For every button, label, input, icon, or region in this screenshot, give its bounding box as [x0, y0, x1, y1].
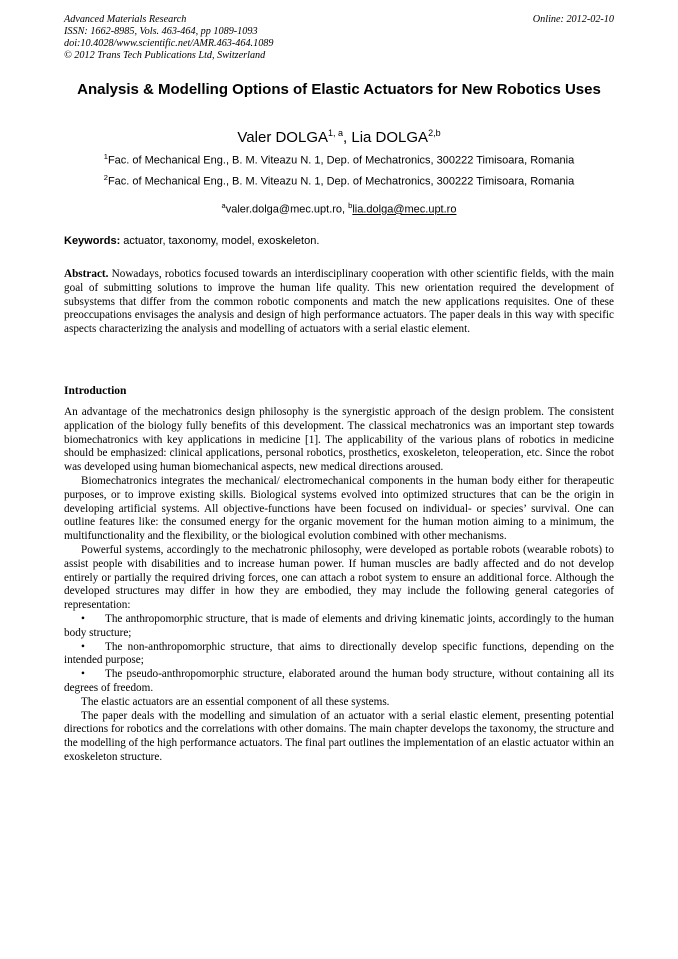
keywords-line [64, 234, 614, 248]
bullet-item [64, 668, 614, 696]
intro-paragraph: The elastic actuators are an essential component of all these systems. [81, 695, 390, 708]
keywords-text: actuator, taxonomy, model, exoskeleton. [120, 235, 320, 247]
copyright-line: © 2012 Trans Tech Publications Ltd, Switzerland [64, 50, 266, 61]
abstract-block [64, 268, 614, 337]
journal-header [64, 14, 614, 62]
keywords-label: Keywords: [64, 235, 121, 247]
author-2-name: Lia DOLGA [351, 129, 429, 146]
online-date: Online: 2012-02-10 [532, 14, 614, 25]
bullet-text: The non-anthropomorphic structure, that aims to directionally develop specific functions, depending on the intended purpose; [64, 640, 614, 667]
journal-name: Advanced Materials Research [64, 14, 187, 25]
affiliation-2 [64, 171, 614, 189]
issn-line: ISSN: 1662-8985, Vols. 463-464, pp 1089-1093 [64, 26, 258, 37]
bullet-item [64, 613, 614, 641]
abstract-text: Nowadays, robotics focused towards an interdisciplinary cooperation with other scientific fields, with the main goal of submitting solutions to improve the human life quality. This new orientation required the development of subsystems that differ from the common robotic components and match the new applications requisites. One of these preoccupations envisages the analysis and design of high performance actuators. The paper deals in this way with specific aspects characterizing the analysis and modelling of actuators with a serial elastic element. [64, 268, 614, 336]
affiliation-1-text: Fac. of Mechanical Eng., B. M. Viteazu N. 1, Dep. of Mechatronics, 300222 Timisoara, Romania [107, 154, 575, 167]
intro-paragraph: Powerful systems, accordingly to the mechatronic philosophy, were developed as portable robots (wearable robots) to assist people with disabilities and to increase human power. If human muscles are badly affected and do not develop entirely or partially the required driving forces, one can attach a robot system to ensure an additional force. Although the developed structures may differ in how they are embodied, they may include the following general categories of representation: [64, 543, 614, 612]
bullet-item [64, 641, 614, 669]
introduction-body [64, 406, 614, 765]
authors-line [64, 124, 614, 147]
bullet-text: The pseudo-anthropomorphic structure, elaborated around the human body structure, without containing all its degrees of freedom. [64, 668, 614, 694]
email-a: valer.dolga@mec.upt.ro [225, 203, 343, 216]
emails-line [64, 199, 614, 217]
paper-title: Analysis & Modelling Options of Elastic Actuators for New Robotics Uses [77, 81, 601, 98]
intro-paragraph: Biomechatronics integrates the mechanical/ electromechanical components in the human body either for therapeutic purposes, or to improve existing skills. Biological systems evolved into optimized structures that can be the origin in developing artificial systems. All objective-functions have been focused on individual- or species’ survival. One can outline features like: the consumed energy for the organic movement for the human motion aiming to a minimum, the multifunctionality and the flexibility, or the biological evolution combined with other mechanisms. [64, 474, 614, 543]
bullet-symbol: • [81, 668, 85, 681]
bullet-symbol: • [81, 640, 85, 653]
email-b-link[interactable]: lia.dolga@mec.upt.ro [352, 203, 457, 216]
email-a-superscript: a [221, 201, 226, 210]
author-1-name: Valer DOLGA [237, 129, 328, 146]
affiliation-1 [64, 150, 614, 168]
email-separator: , [342, 203, 349, 216]
intro-paragraph: An advantage of the mechatronics design philosophy is the synergistic approach of the design problem. The consistent application of the biology fully benefits of this development. The classical mechatronics was an important step towards biomechatronics with key applications in medicine [1]. The applicability of the various plans of robotics in medicine should be emphasized: clinical applications, personal robotics, prosthetics, exoskeleton, teleoperation, etc. Since the robot was developed using human biomechanical aspects, new medical directions aroused. [64, 406, 614, 474]
affiliation-2-superscript: 2 [103, 173, 108, 182]
author-1-superscript: 1, a [328, 128, 344, 138]
bullet-symbol: • [81, 612, 85, 625]
doi-line: doi:10.4028/www.scientific.net/AMR.463-464.1089 [64, 38, 274, 49]
intro-paragraph: The paper deals with the modelling and simulation of an actuator with a serial elastic element, presenting potential directions for robotics and the correlations with other domains. The main chapter develops the taxonomy, the structure and the modelling of the high performance actuators. The final part outlines the implementation of an elastic actuator within an exoskeleton structure. [64, 709, 614, 763]
author-2-superscript: 2,b [428, 128, 441, 138]
introduction-heading: Introduction [64, 385, 127, 397]
bullet-text: The anthropomorphic structure, that is made of elements and driving kinematic joints, accordingly to the human body structure; [64, 612, 614, 639]
affiliation-1-superscript: 1 [103, 152, 108, 161]
email-b-superscript: b [348, 201, 353, 210]
author-separator: , [343, 129, 352, 146]
affiliation-2-text: Fac. of Mechanical Eng., B. M. Viteazu N. 1, Dep. of Mechatronics, 300222 Timisoara, Romania [107, 175, 575, 188]
abstract-label: Abstract. [64, 268, 109, 280]
